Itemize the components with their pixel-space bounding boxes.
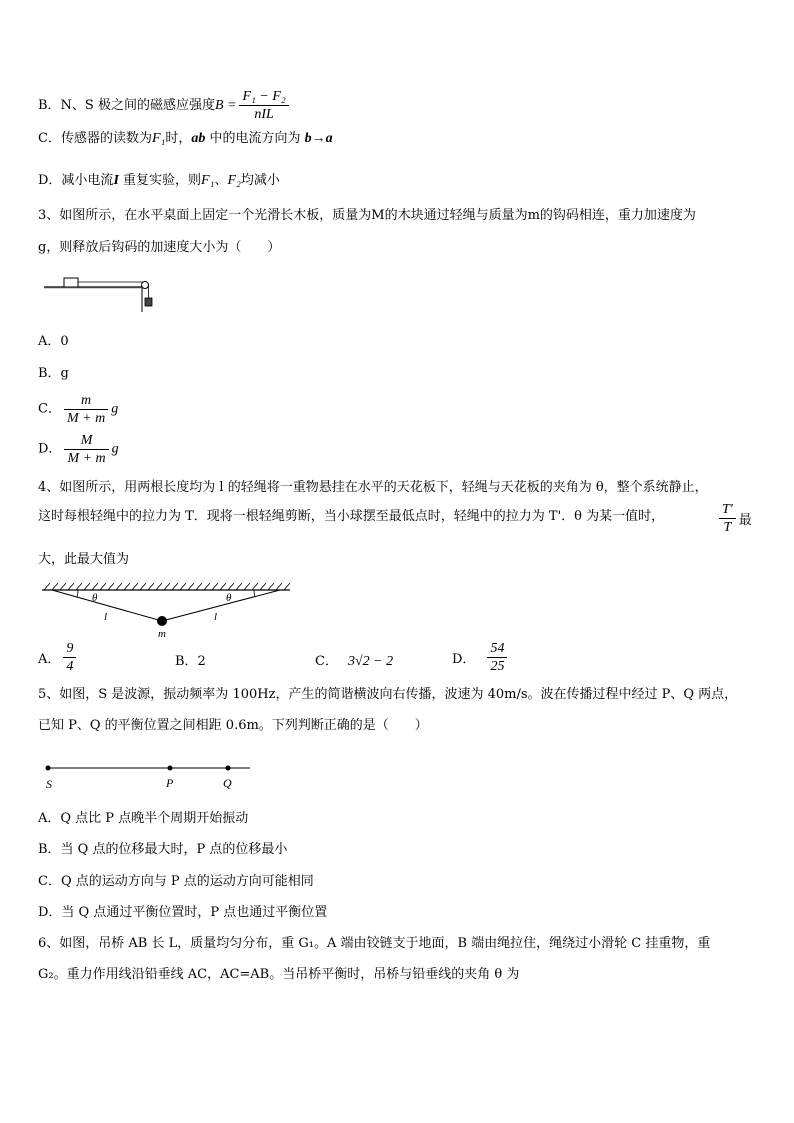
q2-b-numerator: F₁ − F₂ bbox=[239, 88, 288, 106]
q2-d-I: I bbox=[113, 173, 119, 188]
q3-d-den: M + m bbox=[67, 451, 106, 466]
q4-d-den: 25 bbox=[490, 659, 505, 674]
q5-point-Q bbox=[226, 766, 231, 771]
q3-pulley bbox=[142, 282, 149, 289]
q3-hook-weight-m bbox=[145, 298, 152, 306]
q4-option-c bbox=[315, 650, 393, 670]
q3-stem-line2: g，则释放后钩码的加速度大小为（ ） bbox=[38, 240, 281, 255]
q4-ratio-num: T' bbox=[719, 501, 736, 519]
q2-d-text-3: 均减小 bbox=[240, 173, 280, 188]
q3-option-b: B．g bbox=[38, 366, 69, 381]
q4-option-d bbox=[452, 640, 510, 675]
q5-option-c: C．Q 点的运动方向与 P 点的运动方向可能相同 bbox=[38, 874, 314, 889]
q4-c-label: C． bbox=[315, 654, 338, 669]
q5-label-S: S bbox=[46, 777, 52, 791]
q4-stem-line2-text: 这时每根轻绳中的拉力为 T．现将一根轻绳剪断，当小球摆至最低点时，轻绳中的拉力为 T'．θ 为某一值时， bbox=[38, 509, 665, 524]
q2-b-fraction bbox=[239, 88, 288, 123]
q4-right-l: l bbox=[214, 611, 218, 623]
q4-left-l: l bbox=[104, 611, 108, 623]
q4-right-theta: θ bbox=[226, 592, 232, 604]
q3-block-M bbox=[64, 278, 78, 287]
q4-ratio-expression bbox=[716, 501, 752, 536]
q3-c-num: m bbox=[64, 392, 108, 410]
q2-c-text-1: C．传感器的读数为 bbox=[38, 131, 152, 146]
q3-c-fraction bbox=[64, 392, 108, 427]
q4-left-angle-arc bbox=[77, 590, 78, 597]
q2-d-F2: F₂ bbox=[227, 173, 241, 188]
q2-d-sep: 、 bbox=[214, 173, 228, 188]
q2-option-b bbox=[38, 88, 292, 123]
q4-mass-label: m bbox=[158, 628, 166, 640]
q3-option-d bbox=[38, 432, 119, 467]
q3-d-label: D． bbox=[38, 441, 62, 457]
q4-a-fraction bbox=[63, 640, 76, 675]
q2-c-ab: ab bbox=[191, 131, 206, 146]
q4-a-num: 9 bbox=[63, 640, 76, 658]
q4-ratio-tail: 最 bbox=[738, 513, 752, 528]
q2-option-d bbox=[38, 172, 280, 190]
q2-c-direction: b→a bbox=[304, 131, 333, 146]
q2-d-text-2: 重复实验，则 bbox=[118, 173, 202, 188]
q4-left-theta: θ bbox=[92, 592, 98, 604]
q4-right-rope bbox=[162, 590, 280, 621]
q5-point-S bbox=[46, 766, 51, 771]
q2-d-F1: F₁ bbox=[201, 173, 215, 188]
q2-c-text-2: 时， bbox=[165, 131, 192, 146]
q4-option-b: B．2 bbox=[175, 654, 206, 669]
q2-b-denominator: nIL bbox=[254, 107, 274, 122]
q4-ratio-fraction bbox=[719, 501, 736, 536]
q4-stem-line2 bbox=[38, 508, 664, 527]
q6-stem-line1: 6、如图，吊桥 AB 长 L，质量均匀分布，重 G₁。A 端由铰链支于地面，B 端由绳拉住，绳绕过小滑轮 C 挂重物，重 bbox=[38, 936, 711, 951]
q5-stem-line2: 已知 P、Q 的平衡位置之间相距 0.6m。下列判断正确的是（ ） bbox=[38, 718, 428, 733]
q3-option-c bbox=[38, 392, 118, 427]
q4-d-num: 54 bbox=[487, 640, 507, 658]
q4-d-label: D． bbox=[452, 652, 476, 667]
q5-point-P bbox=[168, 766, 173, 771]
q2-option-b-text: B．N、S 极之间的磁感应强度 bbox=[38, 98, 215, 113]
q5-option-b: B．当 Q 点的位移最大时，P 点的位移最小 bbox=[38, 842, 288, 857]
q4-stem-line3: 大，此最大值为 bbox=[38, 552, 130, 567]
q3-option-a: A．0 bbox=[38, 334, 69, 349]
q2-b-formula-lhs: B = bbox=[214, 98, 237, 113]
q6-stem-line2: G₂。重力作用线沿铅垂线 AC，AC=AB。当吊桥平衡时，吊桥与铅垂线的夹角 θ 为 bbox=[38, 967, 520, 982]
q2-c-F1: F₁ bbox=[151, 131, 166, 146]
q3-figure-block-on-table bbox=[40, 268, 165, 316]
q3-d-fraction bbox=[64, 432, 108, 467]
q3-c-den: M + m bbox=[66, 411, 106, 426]
q5-label-Q: Q bbox=[223, 776, 232, 790]
q4-ratio-den: T bbox=[723, 520, 732, 535]
q5-option-d: D．当 Q 点通过平衡位置时，P 点也通过平衡位置 bbox=[38, 905, 328, 920]
q4-mass-ball bbox=[157, 616, 167, 626]
q4-a-label: A． bbox=[38, 652, 61, 667]
q4-option-a bbox=[38, 640, 79, 675]
q4-stem-line1: 4、如图所示，用两根长度均为 l 的轻绳将一重物悬挂在水平的天花板下，轻绳与天花板的夹角为 θ，整个系统静止， bbox=[38, 480, 708, 495]
q3-stem-line1: 3、如图所示，在水平桌面上固定一个光滑长木板，质量为M的木块通过轻绳与质量为m的钩码相连，重力加速度为 bbox=[38, 208, 696, 223]
q2-d-text-1: D．减小电流 bbox=[38, 173, 114, 188]
q4-d-fraction bbox=[487, 640, 507, 675]
q4-figure-pendulum bbox=[40, 580, 292, 640]
q3-c-tail: g bbox=[111, 401, 119, 417]
q5-stem-line1: 5、如图，S 是波源，振动频率为 100Hz，产生的简谐横波向右传播，波速为 40m/s。波在传播过程中经过 P、Q 两点， bbox=[38, 687, 738, 702]
q5-figure-wave-line bbox=[40, 758, 255, 794]
q2-c-text-3: 中的电流方向为 bbox=[205, 131, 305, 146]
q4-ceiling-hatching bbox=[44, 583, 290, 590]
q5-option-a: A．Q 点比 P 点晚半个周期开始振动 bbox=[38, 811, 249, 826]
q2-option-c bbox=[38, 130, 333, 148]
q4-right-angle-arc bbox=[254, 590, 255, 597]
q3-d-num: M bbox=[64, 432, 108, 450]
q3-d-tail: g bbox=[111, 441, 119, 457]
q4-c-value: 3√2 − 2 bbox=[347, 654, 394, 669]
q4-a-den: 4 bbox=[66, 659, 74, 674]
q3-c-label: C． bbox=[38, 401, 61, 417]
q5-label-P: P bbox=[166, 776, 174, 790]
